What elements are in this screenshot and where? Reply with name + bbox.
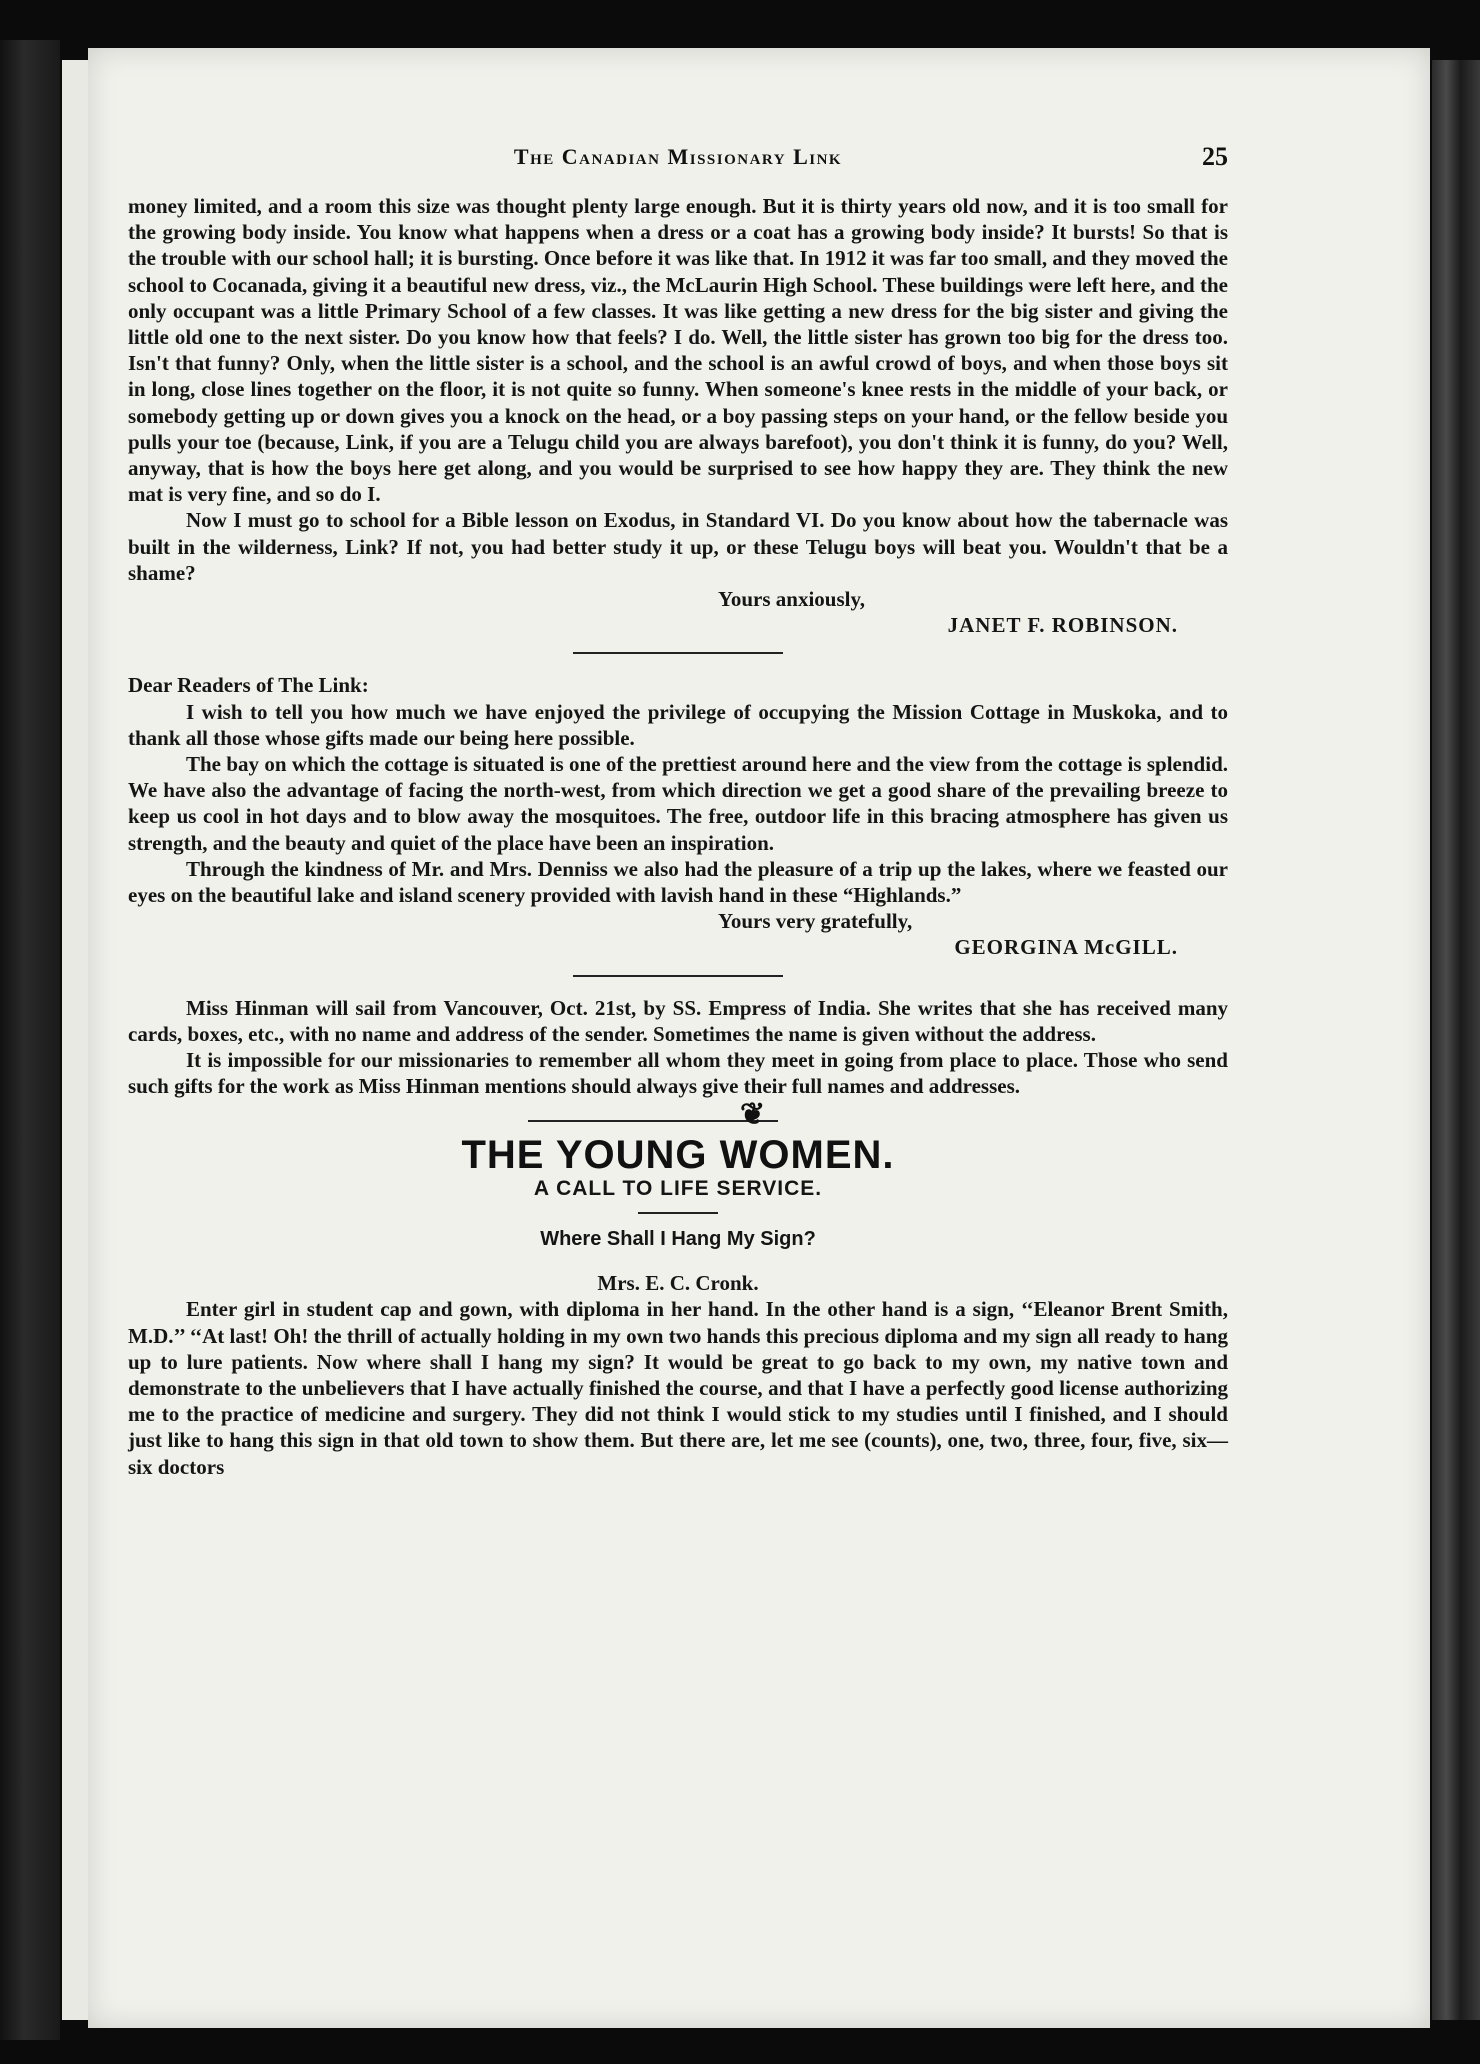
section-divider [573, 652, 783, 654]
letter-mcgill [128, 672, 1228, 960]
letter-paragraph: I wish to tell you how much we have enjoyed the privilege of occupying the Mission Cottage in Muskoka, and to thank all those whose gifts made our being here possible. [128, 699, 1228, 750]
notice-paragraph: Miss Hinman will sail from Vancouver, Oct. 21st, by SS. Empress of India. She writes that she has received many cards, boxes, etc., with no name and address of the sender. Sometimes the name is given without the address. [128, 995, 1228, 1046]
letter-robinson [128, 193, 1228, 638]
letter-paragraph: Through the kindness of Mr. and Mrs. Denniss we also had the pleasure of a trip up the lakes, where we feasted our eyes on the beautiful lake and island scenery provided with lavish hand in these “Highlands.” [128, 856, 1228, 908]
page-body [128, 193, 1228, 1480]
letter-paragraph: Now I must go to school for a Bible lesson on Exodus, in Standard VI. Do you know about how the tabernacle was built in the wilderness, Link? If not, you had better study it up, or these Telugu boys will beat you. Wouldn't that be a shame? [128, 508, 1228, 585]
section-subtitle: A CALL TO LIFE SERVICE. [533, 1176, 823, 1200]
page-number: 25 [1202, 142, 1228, 171]
article-author: Mrs. E. C. Cronk. [597, 1271, 759, 1296]
section-divider [573, 975, 783, 977]
book-binding-edge [0, 40, 60, 2040]
letter-closing: Yours anxiously, [718, 587, 866, 612]
leaf-ornament-icon: ❦ [740, 1097, 766, 1131]
letter-closing: Yours very gratefully, [718, 909, 913, 934]
letter-signature: GEORGINA McGILL. [954, 935, 1178, 960]
ornament-divider [128, 1097, 1228, 1136]
page-header [128, 144, 1228, 174]
magazine-page [88, 48, 1430, 2028]
letter-paragraph: money limited, and a room this size was thought plenty large enough. But it is thirty years old now, and it is too small for the growing body inside. You know what happens when a dress or a coat has a growing body inside? It bursts! So that is the trouble with our school hall; it is bursting. Once before it was like that. In 1912 it was far too small, and they moved the school to Cocanada, giving it a beautiful new dress, viz., the McLaurin High School. These buildings were left here, and the only occupant was a little Primary School of a few classes. It was like getting a new dress for the big sister and giving the little old one to the next sister. Do you know how that feels? I do. Well, the little sister has grown too big for the dress too. Isn't that funny? Only, when the little sister is a school, and the school is an awful crowd of boys, and when those boys sit in long, close lines together on the floor, it is not quite so funny. When someone's knee rests in the middle of your back, or somebody getting up or down gives you a knock on the head, or a boy passing steps on your hand, or the fellow beside you pulls your toe (because, Link, if you are a Telugu child you are always barefoot), you don't think it is funny, do you? Well, anyway, that is how the boys here get along, and you would be surprised to see how happy they are. They think the new mat is very fine, and so do I. [128, 194, 1228, 507]
letter-signature: JANET F. ROBINSON. [947, 613, 1178, 638]
short-divider [638, 1212, 718, 1214]
running-title: The Canadian Missionary Link [513, 144, 843, 169]
facing-page-edge [62, 60, 91, 2020]
hinman-notice [128, 995, 1228, 1100]
article-paragraph: Enter girl in student cap and gown, with diploma in her hand. In the other hand is a sign, ‘‘Eleanor Brent Smith, M.D.’’ ‘‘At last! Oh! the thrill of actually holding in my own two hands this precious diploma and my sign all ready to hang up to lure patients. Now where shall I hang my sign? It would be great to go back to my own, my native town and demonstrate to the unbelievers that I have actually finished the course, and that I have a perfectly good license authorizing me to the practice of medicine and surgery. They did not think I would stick to my studies until I finished, and I should just like to hang this sign in that old town to show them. But there are, let me see (counts), one, two, three, four, five, six—six doctors [128, 1297, 1228, 1479]
letter-paragraph: The bay on which the cottage is situated is one of the prettiest around here and the view from the cottage is splendid. We have also the advantage of facing the north-west, from which direction we get a good share of the prevailing breeze to keep us cool in hot days and to blow away the mosquitoes. The free, outdoor life in this bracing atmosphere has given us strength, and the beauty and quiet of the place have been an inspiration. [128, 752, 1228, 855]
article-title: Where Shall I Hang My Sign? [540, 1227, 816, 1250]
letter-salutation: Dear Readers of The Link: [128, 673, 369, 698]
section-title: THE YOUNG WOMEN. [461, 1132, 895, 1177]
notice-paragraph: It is impossible for our missionaries to remember all whom they meet in going from place to place. Those who send such gifts for the work as Miss Hinman mentions should always give their full names and addresses. [128, 1048, 1228, 1099]
page-stack-edge [1432, 60, 1480, 2020]
